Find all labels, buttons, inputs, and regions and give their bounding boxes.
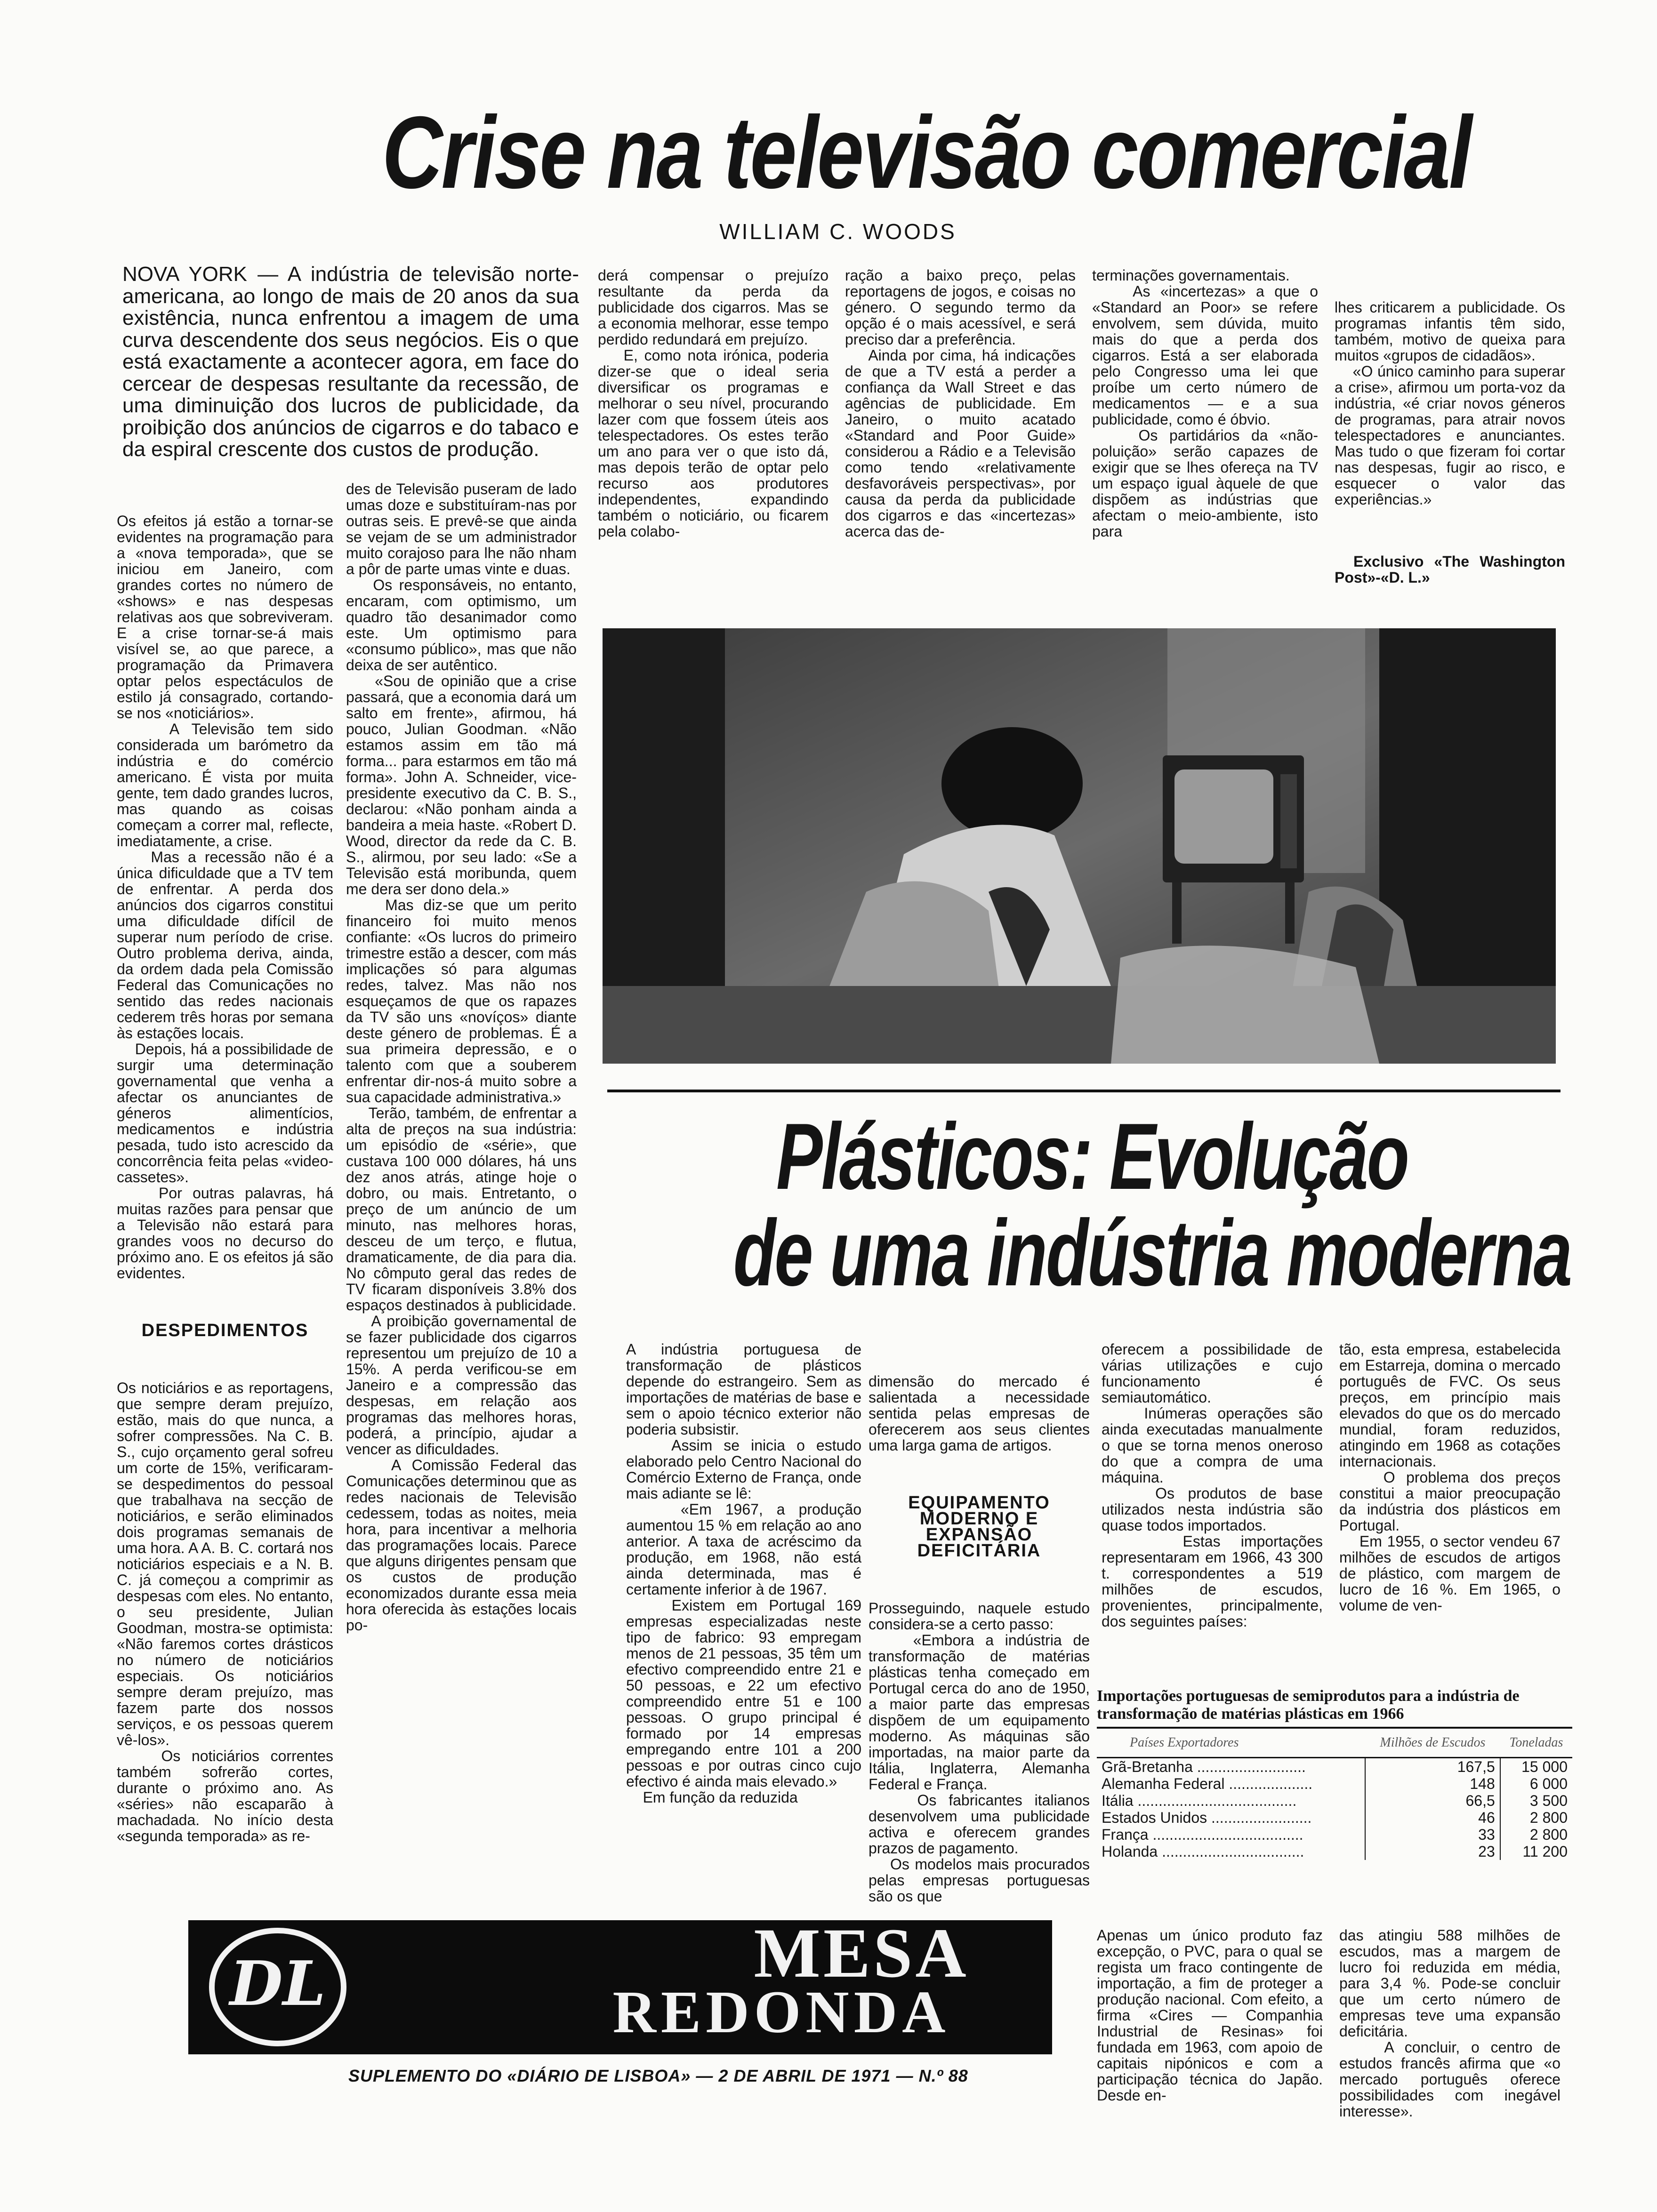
supplement-footer: SUPLEMENTO DO «DIÁRIO DE LISBOA» — 2 DE ABRIL DE 1971 — N.º 88 xyxy=(348,2066,968,2085)
table-cell: 167,5 xyxy=(1365,1758,1500,1776)
subhead-despedimentos: DESPEDIMENTOS xyxy=(141,1321,309,1340)
photo-illustration xyxy=(603,628,1556,1064)
article1-column-1 xyxy=(117,481,333,1916)
table-row xyxy=(1097,1809,1572,1826)
table-cell: Alemanha Federal .................... xyxy=(1102,1775,1313,1792)
dl-logo-text: DL xyxy=(229,1948,326,2020)
table-header-tonnes: Toneladas xyxy=(1500,1729,1572,1758)
article1-column-6 xyxy=(1335,267,1569,639)
article2-column-2-text: dimensão do mercado é salientada a necessidade sentida pelas empresas de oferecerem aos seus clientes uma larga gama de artigos. xyxy=(869,1373,1094,1454)
article1-column-5: terminações governamentais. As «incertezas» a que o «Standard an Poor» se refere envolvem, sem dúvida, muito mais do que a perda dos cigarros. Está a ser elaborada pelo Congresso uma lei que proíbe um certo número de medicamentos — e a sua publicidade, como é óbvio. Os partidários da «não-poluição» serão capazes de exigir que se lhes ofereça na TV um espaço igual àquele de que dispõem as indústrias que afectam o meio-ambiente, isto para xyxy=(1092,267,1319,540)
table-cell: Holanda .................................. xyxy=(1102,1843,1304,1860)
article2-column-1: A indústria portuguesa de transformação de plásticos depende do estrangeiro. Sem as importações de matérias de base e sem o apoio técnico exterior não poderia subsistir. Assim se inicia o estudo elaborado pelo Centro Nacional do Comércio Externo de França, onde mais adiante se lê: «Em 1967, a produção aumentou 15 % em relação ao ano anterior. A taxa de acréscimo da produção, em 1968, não está ainda determinada, mas é certamente inferior à de 1967. Existem em Portugal 169 empresas especializadas neste tipo de fabrico: 93 empregam menos de 21 pessoas, 35 têm um efectivo compreendido entre 21 e 50 pessoas, e 22 um efectivo compreendido entre 51 e 100 pessoas. O grupo principal é formado por 14 empresas empregando entre 101 a 200 pessoas e por outras cinco cujo efectivo é ainda mais elevado.» Em função da reduzida xyxy=(626,1341,862,1806)
dl-logo-icon xyxy=(207,1925,348,2050)
headline-plasticos xyxy=(607,1104,1577,1306)
subhead-equipamento: EQUIPAMENTO MODERNO E EXPANSÃO DEFICITÁRIA xyxy=(908,1493,1056,1561)
table-cell: 6 000 xyxy=(1500,1775,1572,1792)
article2-column-2 xyxy=(869,1341,1094,1934)
table-row xyxy=(1097,1758,1572,1776)
article1-column-6-text: lhes criticarem a publicidade. Os programas infantis têm sido, também, motivo de queixa para muitos «grupos de cidadãos». «O único caminho para superar a crise», afirmou um porta-voz da indústria, «é criar novos géneros de programas, para atrair novos telespectadores e anunciantes. Mas tudo o que fizeram foi cortar nas despesas, fugir ao risco, e esquecer o valor das experiências.» xyxy=(1335,299,1565,508)
tv-viewers-photo xyxy=(603,628,1556,1064)
headline-crise-televisao: Crise na televisão comercial xyxy=(382,96,1471,210)
article1-column-3: derá compensar o prejuízo resultante da perda da publicidade dos cigarros. Mas se a economia melhorar, esse tempo perdido redundará em prejuízo. E, como nota irónica, poderia dizer-se que o ideal seria diversificar os programas e melhorar o seu nível, procurando lazer com que fossem úteis aos telespectadores. Os estes terão um ano para ver o que isto dá, mas depois terão de optar pelo recurso aos produtores independentes, expandindo também o noticiário, ou ficarem pela colabo- xyxy=(598,267,829,540)
table-row xyxy=(1097,1826,1572,1843)
article1-column-2: des de Televisão puseram de lado umas doze e substituíram-nas por outras seis. E prevê-se que ainda se vejam de se um administrador muito corajoso para lhe não nham a pôr de parte umas vinte e duas. Os responsáveis, no entanto, encaram, com optimismo, um quadro tão desanimador como este. Um optimismo para «consumo público», mas que não deixa de ser autêntico. «Sou de opinião que a crise passará, que a economia dará um salto em frente», afirmou, há pouco, Julian Goodman. «Não estamos assim em tão má forma... para estarmos em tão má forma». John A. Schneider, vice-presidente executivo da C. B. S., declarou: «Não ponham ainda a bandeira a meia haste. «Robert D. Wood, director da rede da C. B. S., alirmou, por seu lado: «Se a Televisão está moribunda, quem me dera ser dono dela.» Mas diz-se que um perito financeiro foi muito menos confiante: «Os lucros do primeiro trimestre estão a descer, com más implicações só para algumas redes, talvez. Mas não nos esqueçamos de que os rapazes da TV são uns «novíços» diante deste género de problemas. É a sua primeira depressão, e o talento com que a souberem enfrentar dir-nos-á muito sobre a sua capacidade administrativa.» Terão, também, de enfrentar a alta de preços na sua indústria: um episódio de «série», que custava 100 000 dólares, há uns dez anos atrás, atinge hoje o dobro, ou mais. Entretanto, o preço de um anúncio de um minuto, nas melhores horas, desceu de um terço, e flutua, dramaticamente, de dia para dia. No cômputo geral das redes de TV ficaram disponíveis 3.8% dos espaços destinados à publicidade. A proibição governamental de se fazer publicidade dos cigarros representou um prejuízo de 10 a 15%. A perda verificou-se em Janeiro e a compressão das despesas, em relação aos programas das melhores horas, poderá, a princípio, ajudar a vencer as dificuldades. A Comissão Federal das Comunicações determinou que as redes nacionais de Televisão cedessem, todas as noites, meia hora, para incentivar a melhoria das programações locais. Parece que alguns dirigentes pensam que os custos de produção economizados durante essa meia hora oferecida às estações locais po- xyxy=(346,481,577,1634)
table-cell: França .................................... xyxy=(1102,1826,1303,1843)
byline: WILLIAM C. WOODS xyxy=(719,219,957,244)
article2-column-3: oferecem a possibilidade de várias utilizações e cujo funcionamento é semiautomático. Inúmeras operações são ainda executadas manualmente o que se torna menos oneroso do que a compra de uma máquina. Os produtos de base utilizados nesta indústria são quase todos importados. Estas importações representaram em 1966, 43 300 t. correspondentes a 519 milhões de escudos, provenientes, principalmente, dos seguintes países: xyxy=(1102,1341,1323,1630)
table-cell: 2 800 xyxy=(1500,1809,1572,1826)
imports-data-table xyxy=(1097,1729,1572,1860)
headline-plasticos-line2: de uma indústria moderna xyxy=(733,1201,1571,1306)
headline-plasticos-line1: Plásticos: Evolução xyxy=(776,1104,1408,1209)
article1-column-4: ração a baixo preço, pelas reportagens de jogos, e coisas no género. O segundo termo da opção é o mais acessível, e será preciso dar a preferência. Ainda por cima, há indicações de que a TV está a perder a confiança da Wall Street e das agências de publicidade. Em Janeiro, o muito acatado «Standard and Poor Guide» considerou a Rádio e a Televisão como tendo «relativamente desfavoráveis perspectivas», por causa da perda da publicidade dos cigarros e das «incertezas» acerca das de- xyxy=(845,267,1076,540)
table-header-escudos: Milhões de Escudos xyxy=(1365,1729,1500,1758)
mesa-title: MESA xyxy=(754,1914,969,1992)
imports-table xyxy=(1097,1687,1572,1918)
table-row xyxy=(1097,1792,1572,1809)
article-credit: Exclusivo «The Washington Post»-«D. L.» xyxy=(1335,553,1569,586)
table-cell: 11 200 xyxy=(1500,1843,1572,1860)
table-cell: Grã-Bretanha .......................... xyxy=(1102,1758,1306,1775)
table-cell: 66,5 xyxy=(1365,1792,1500,1809)
table-row xyxy=(1097,1775,1572,1792)
article2-column-4: tão, esta empresa, estabelecida em Estarreja, domina o mercado português de FVC. Os seus preços, em princípio mais elevados do que os do mercado mundial, foram reduzidos, atingindo em 1968 as cotações internacionais. O problema dos preços constitui a maior preocupação da indústria dos plásticos em Portugal. Em 1955, o sector vendeu 67 milhões de escudos de artigos de plástico, com margem de lucro de 16 %. Em 1965, o volume de ven- xyxy=(1339,1341,1561,1614)
table-cell: 148 xyxy=(1365,1775,1500,1792)
table-cell: Estados Unidos ........................ xyxy=(1102,1809,1312,1826)
lead-paragraph: NOVA YORK — A indústria de televisão norte-americana, ao longo de mais de 20 anos da sua existência, nunca enfrentou a imagem de uma curva descendente dos seus negócios. Eis o que está exactamente a acontecer agora, em face do cercear de despesas resultante da recessão, de uma diminuição dos lucros de publicidade, da proibição dos anúncios de cigarros e do tabaco e da espiral crescente dos custos de produção. xyxy=(122,263,579,461)
article2-column-6: das atingiu 588 milhões de escudos, mas a margem de lucro foi reduzida em média, para 3,4 %. Pode-se concluir que um certo número de empresas teve uma expansão deficitária. A concluir, o centro de estudos francês afirma que «o mercado português oferece possibilidades com inegável interesse». xyxy=(1339,1927,1561,2120)
table-cell: Itália ...................................... xyxy=(1102,1792,1297,1809)
table-row xyxy=(1097,1843,1572,1860)
table-cell: 15 000 xyxy=(1500,1758,1572,1776)
table-header-countries: Países Exportadores xyxy=(1097,1729,1365,1758)
dl-logo xyxy=(207,1925,348,2050)
article2-column-5: Apenas um único produto faz excepção, o PVC, para o qual se regista um fraco contingente de importação, a fim de proteger a produção nacional. Com efeito, a firma «Cires — Companhia Industrial de Resinas» foi fundada em 1963, com apoio de capitais nipónicos e com a participação técnica do Japão. Desde en- xyxy=(1097,1927,1327,2104)
table-cell: 2 800 xyxy=(1500,1826,1572,1843)
imports-table-title: Importações portuguesas de semiprodutos para a indústria de transformação de matérias plásticas em 1966 xyxy=(1097,1687,1572,1729)
table-cell: 23 xyxy=(1365,1843,1500,1860)
table-cell: 33 xyxy=(1365,1826,1500,1843)
article1-column-1b-text: Os noticiários e as reportagens, que sempre deram prejuízo, estão, mais do que nunca, a sofrer compressões. Na C. B. S., cujo orçamento geral sofreu um corte de 15%, verificaram-se despedimentos do pessoal que trabalhava na secção de noticiários, e serão eliminados dois programas semanais de uma hora. A A. B. C. cortará nos noticiários especiais e a N. B. C. já começou a comprimir as despesas com eles. No entanto, o seu presidente, Julian Goodman, mostra-se optimista: «Não faremos cortes drásticos no número de noticiários especiais. Os noticiários sempre deram prejuízo, mas fazem parte dos nossos serviços, e os pessoas querem vê-los». Os noticiários correntes também sofrerão cortes, durante o próximo ano. As «séries» não escaparão à machadada. No início desta «segunda temporada» as re- xyxy=(117,1379,333,1844)
redonda-title: REDONDA xyxy=(612,1979,950,2045)
section-divider xyxy=(607,1090,1560,1092)
article2-column-2b-text: Prosseguindo, naquele estudo considera-se a certo passo: «Embora a indústria de transformação de matérias plásticas tenha começado em Portugal cerca do ano de 1950, a maior parte das empresas dispõem de um equipamento moderno. As máquinas são importadas, na maior parte da Itália, Inglaterra, Alemanha Federal e França. Os fabricantes italianos desenvolvem uma publicidade activa e oferecem grandes prazos de pagamento. Os modelos mais procurados pelas empresas portuguesas são os que xyxy=(869,1600,1090,1905)
table-cell: 3 500 xyxy=(1500,1792,1572,1809)
table-cell: 46 xyxy=(1365,1809,1500,1826)
article1-column-1-text: Os efeitos já estão a tornar-se evidentes na programação para a «nova temporada», que se iniciou em Janeiro, com grandes cortes no número de «shows» e nas despesas relativas aos que sobreviveram. E a crise tornar-se-á mais visível se, ao que parece, a programação da Primavera optar pelos espectáculos de estilo já consagrado, cortando-se nos «noticiários». A Televisão tem sido considerada um barómetro da indústria e do comércio americano. É vista por muita gente, tem dado grandes lucros, mas quando as coisas começam a correr mal, reflecte, imediatamente, a crise. Mas a recessão não é a única dificuldade que a TV tem de enfrentar. A perda dos anúncios dos cigarros constitui uma dificuldade difícil de superar num período de crise. Outro problema deriva, ainda, da ordem dada pela Comissão Federal das Comunicações no sentido das redes nacionais cederem três horas por semana às estações locais. Depois, há a possibilidade de surgir uma determinação governamental que venha a afectar os anunciantes de géneros alimentícios, medicamentos e indústria pesada, tudo isto acrescido da concorrência feita pelas «video-cassetes». Por outras palavras, há muitas razões para pensar que a Televisão não estará para grandes voos no decurso do próximo ano. E os efeitos já são evidentes. xyxy=(117,513,334,1282)
